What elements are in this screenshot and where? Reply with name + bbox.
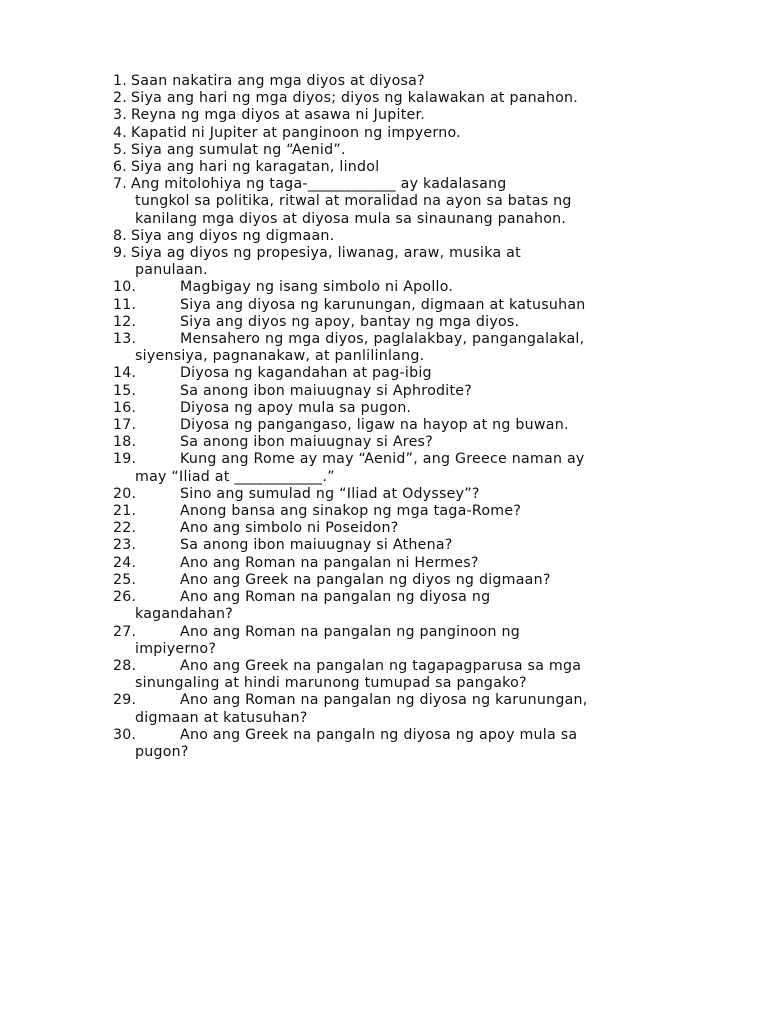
question-first-line [113, 228, 683, 245]
question-item [113, 692, 683, 726]
question-item [113, 365, 683, 382]
question-item [113, 555, 683, 572]
question-first-line [113, 331, 683, 348]
question-text: Ano ang simbolo ni Poseidon? [180, 520, 399, 537]
question-item [113, 486, 683, 503]
question-text: Sa anong ibon maiuugnay si Athena? [180, 537, 453, 554]
question-first-line [113, 90, 683, 107]
question-text: Saan nakatira ang mga diyos at diyosa? [131, 73, 425, 89]
question-first-line [113, 451, 683, 468]
question-number: 16. [113, 399, 137, 416]
question-text: Ano ang Roman na pangalan ng diyosa ng karunungan, [180, 692, 588, 709]
question-number: 9. [113, 245, 128, 262]
question-number: 25. [113, 571, 137, 588]
question-continuation: panulaan. [135, 262, 208, 279]
question-number: 3. [113, 107, 128, 124]
question-number: 20. [113, 485, 137, 502]
question-text: Siya ang sumulat ng “Aenid”. [131, 141, 346, 158]
question-text: Anong bansa ang sinakop ng mga taga-Rome? [180, 503, 522, 520]
question-first-line [113, 176, 683, 193]
question-text: Ano ang Greek na pangaln ng diyosa ng apoy mula sa [180, 726, 578, 743]
question-item [113, 297, 683, 314]
question-text: Kung ang Rome ay may “Aenid”, ang Greece naman ay [180, 451, 585, 468]
question-item [113, 90, 683, 107]
question-item [113, 451, 683, 485]
question-item [113, 228, 683, 245]
question-first-line [113, 417, 683, 434]
question-text: Diyosa ng kagandahan at pag-ibig [180, 365, 432, 382]
question-item [113, 503, 683, 520]
question-text: Mensahero ng mga diyos, paglalakbay, pangangalakal, [180, 331, 585, 348]
question-text: Siya ang diyos ng apoy, bantay ng mga diyos. [180, 313, 520, 330]
question-number: 26. [113, 589, 137, 606]
question-continuation: pugon? [135, 743, 189, 760]
question-item [113, 331, 683, 365]
question-text: Diyosa ng pangangaso, ligaw na hayop at ng buwan. [180, 417, 569, 434]
question-first-line [113, 520, 683, 537]
question-list [113, 73, 683, 761]
question-item [113, 73, 683, 90]
question-first-line [113, 589, 683, 606]
question-first-line [113, 245, 683, 262]
question-text: Sino ang sumulad ng “Iliad at Odyssey”? [180, 485, 480, 502]
question-first-line [113, 142, 683, 159]
question-first-line [113, 400, 683, 417]
question-number: 13. [113, 331, 137, 348]
question-item [113, 589, 683, 623]
question-first-line [113, 159, 683, 176]
question-text: Ano ang Roman na pangalan ni Hermes? [180, 554, 479, 571]
question-text: Siya ang diyosa ng karunungan, digmaan at katusuhan [180, 296, 586, 313]
question-first-line [113, 503, 683, 520]
question-number: 21. [113, 503, 137, 520]
question-number: 23. [113, 537, 137, 554]
question-item [113, 176, 683, 228]
question-continuation: kagandahan? [135, 606, 234, 623]
question-text: Kapatid ni Jupiter at panginoon ng impyerno. [131, 124, 461, 141]
question-item [113, 400, 683, 417]
question-number: 11. [113, 296, 137, 313]
question-first-line [113, 572, 683, 589]
question-number: 24. [113, 554, 137, 571]
question-number: 6. [113, 159, 128, 176]
question-text: Magbigay ng isang simbolo ni Apollo. [180, 279, 454, 296]
question-number: 22. [113, 520, 137, 537]
question-first-line [113, 727, 683, 744]
question-continuation: siyensiya, pagnanakaw, at panlilinlang. [135, 348, 425, 365]
question-text: Ano ang Greek na pangalan ng diyos ng digmaan? [180, 571, 551, 588]
question-number: 29. [113, 692, 137, 709]
question-continuation: kanilang mga diyos at diyosa mula sa sinaunang panahon. [135, 210, 567, 227]
question-text: Reyna ng mga diyos at asawa ni Jupiter. [131, 107, 426, 124]
question-first-line [113, 434, 683, 451]
question-item [113, 383, 683, 400]
question-first-line [113, 486, 683, 503]
question-item [113, 658, 683, 692]
question-item [113, 159, 683, 176]
question-first-line [113, 658, 683, 675]
question-first-line [113, 555, 683, 572]
question-number: 4. [113, 124, 128, 141]
question-number: 14. [113, 365, 137, 382]
question-number: 18. [113, 434, 137, 451]
question-first-line [113, 297, 683, 314]
question-first-line [113, 314, 683, 331]
question-number: 28. [113, 657, 137, 674]
question-text: Siya ang diyos ng digmaan. [131, 227, 335, 244]
question-number: 2. [113, 90, 128, 107]
question-number: 30. [113, 726, 137, 743]
question-text: Siya ang hari ng mga diyos; diyos ng kalawakan at panahon. [131, 90, 579, 107]
question-continuation: may “Iliad at ____________.” [135, 468, 335, 485]
question-number: 15. [113, 382, 137, 399]
question-number: 5. [113, 141, 128, 158]
question-first-line [113, 107, 683, 124]
question-first-line [113, 624, 683, 641]
question-number: 8. [113, 227, 128, 244]
question-first-line [113, 279, 683, 296]
question-number: 17. [113, 417, 137, 434]
question-item [113, 245, 683, 279]
question-number: 12. [113, 313, 137, 330]
question-item [113, 142, 683, 159]
question-item [113, 434, 683, 451]
question-item [113, 624, 683, 658]
question-continuation: tungkol sa politika, ritwal at moralidad na ayon sa batas ng [135, 193, 572, 210]
question-text: Diyosa ng apoy mula sa pugon. [180, 399, 412, 416]
question-item [113, 537, 683, 554]
question-first-line [113, 537, 683, 554]
question-item [113, 572, 683, 589]
question-first-line [113, 125, 683, 142]
question-continuation: sinungaling at hindi marunong tumupad sa pangako? [135, 675, 527, 692]
question-text: Sa anong ibon maiuugnay si Aphrodite? [180, 382, 473, 399]
question-number: 1. [113, 73, 128, 89]
question-first-line [113, 692, 683, 709]
question-item [113, 417, 683, 434]
question-item [113, 107, 683, 124]
question-item [113, 314, 683, 331]
question-continuation: digmaan at katusuhan? [135, 709, 308, 726]
question-text: Ano ang Roman na pangalan ng diyosa ng [180, 589, 491, 606]
question-number: 27. [113, 623, 137, 640]
question-number: 10. [113, 279, 137, 296]
question-number: 19. [113, 451, 137, 468]
question-item [113, 727, 683, 761]
question-first-line [113, 73, 683, 90]
question-item [113, 279, 683, 296]
question-text: Ano ang Greek na pangalan ng tagapagparusa sa mga [180, 657, 582, 674]
question-item [113, 520, 683, 537]
question-text: Ang mitolohiya ng taga-____________ ay kadalasang [131, 176, 507, 193]
question-text: Sa anong ibon maiuugnay si Ares? [180, 434, 433, 451]
question-text: Siya ag diyos ng propesiya, liwanag, araw, musika at [131, 245, 521, 262]
question-item [113, 125, 683, 142]
question-first-line [113, 365, 683, 382]
question-number: 7. [113, 176, 128, 193]
question-first-line [113, 383, 683, 400]
question-text: Ano ang Roman na pangalan ng panginoon ng [180, 623, 520, 640]
question-text: Siya ang hari ng karagatan, lindol [131, 159, 380, 176]
question-continuation: impiyerno? [135, 640, 217, 657]
